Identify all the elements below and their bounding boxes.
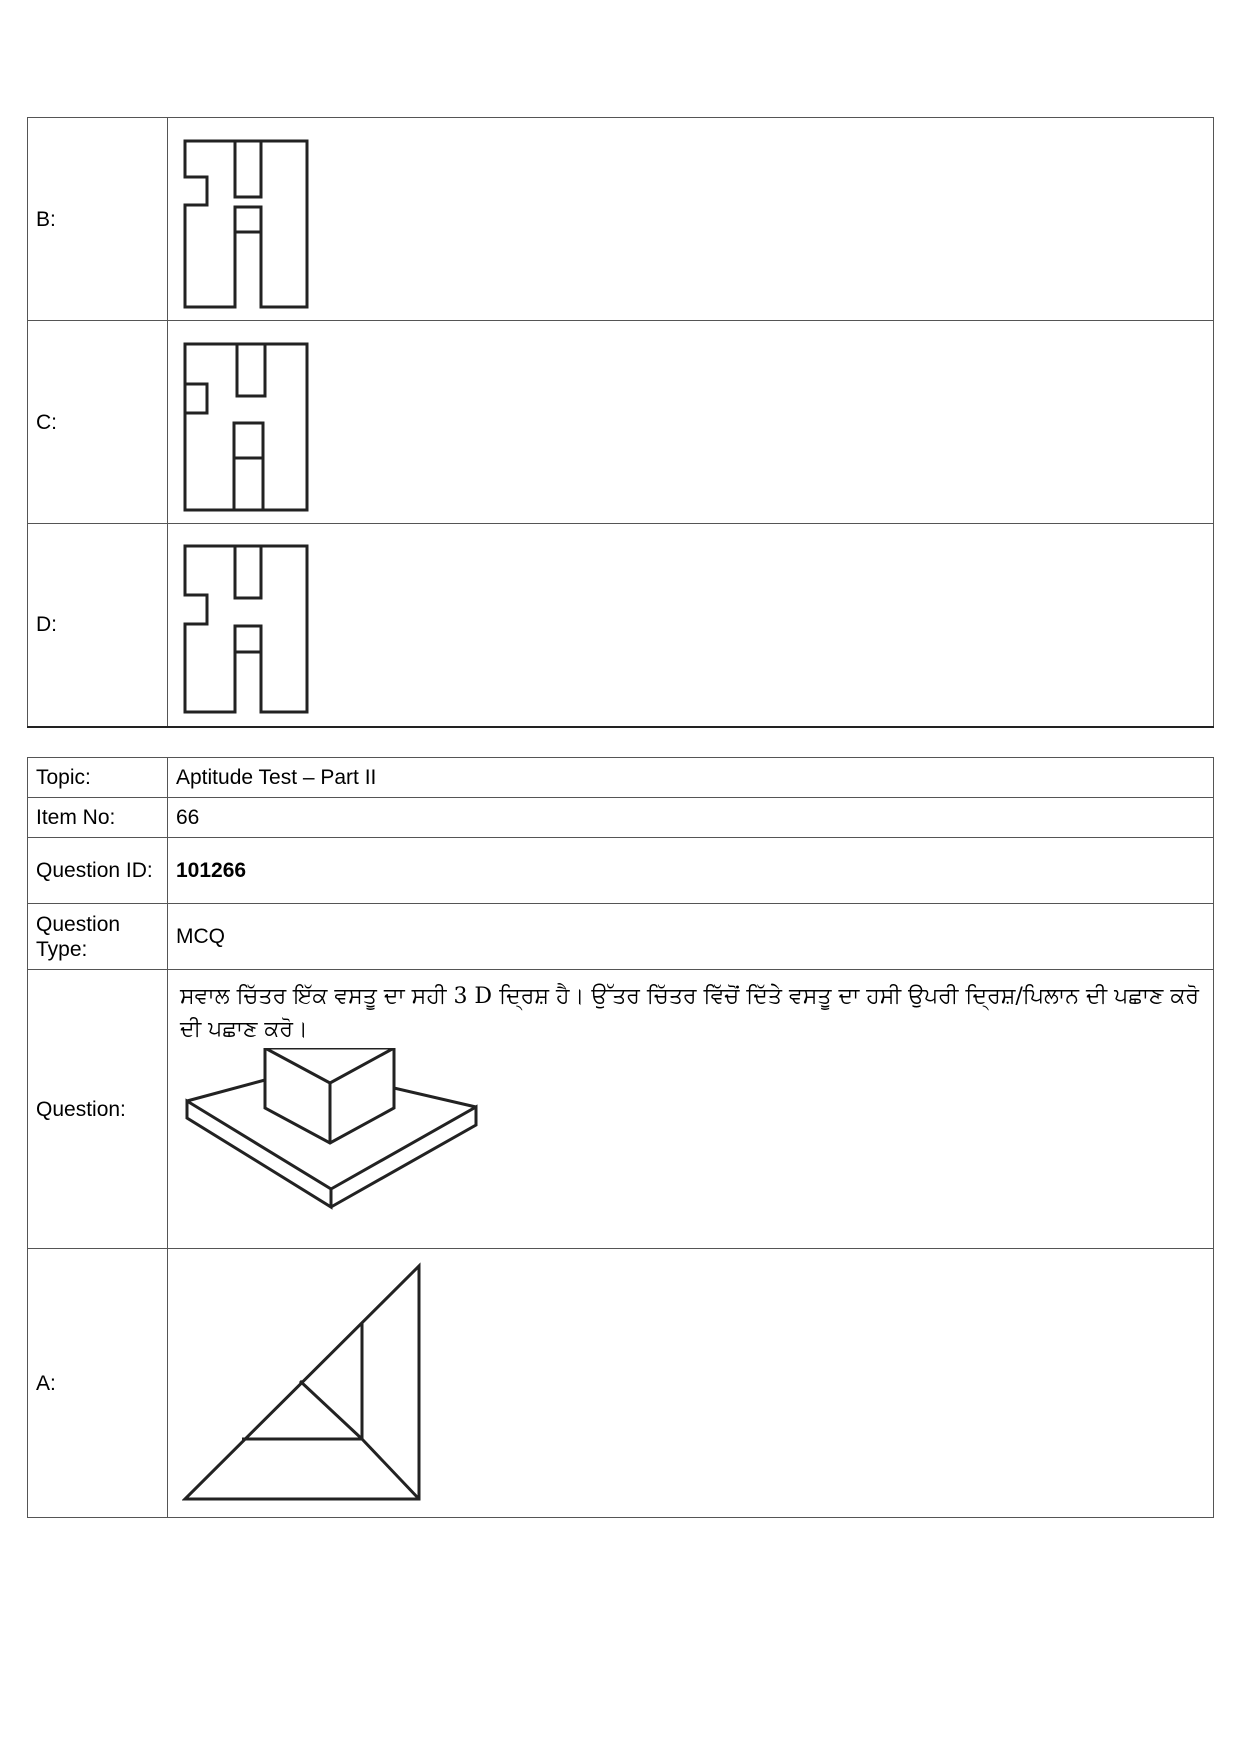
question-type-value: MCQ [168, 904, 1214, 970]
floorplan-c-icon [182, 330, 322, 515]
topic-value: Aptitude Test – Part II [168, 758, 1214, 798]
question-id-row [28, 838, 1214, 904]
option-figure-cell [168, 524, 1214, 727]
option-a-label: A: [28, 1249, 168, 1518]
floorplan-d-icon [182, 532, 322, 717]
question-id-label: Question ID: [28, 838, 168, 904]
option-row-b [28, 118, 1214, 321]
item-value: 66 [168, 798, 1214, 838]
option-label: B: [28, 118, 168, 321]
isometric-object-icon [182, 1048, 482, 1233]
option-figure-cell [168, 118, 1214, 321]
triangle-figure-a-icon [182, 1261, 442, 1506]
question-label: Question: [28, 970, 168, 1249]
topic-row [28, 758, 1214, 798]
question-row [28, 970, 1214, 1249]
item-row [28, 798, 1214, 838]
question-cell [168, 970, 1214, 1249]
option-figure-cell [168, 321, 1214, 524]
option-figure-cell [168, 1249, 1214, 1518]
question-info-table [27, 757, 1214, 1518]
topic-label: Topic: [28, 758, 168, 798]
question-type-label: Question Type: [28, 904, 168, 970]
option-label: D: [28, 524, 168, 727]
option-row-a [28, 1249, 1214, 1518]
option-label: C: [28, 321, 168, 524]
option-row-c [28, 321, 1214, 524]
question-type-row [28, 904, 1214, 970]
option-row-d [28, 524, 1214, 727]
item-label: Item No: [28, 798, 168, 838]
floorplan-b-icon [182, 127, 322, 312]
options-table [27, 117, 1214, 728]
question-id-value: 101266 [168, 838, 1214, 904]
question-text: ਸਵਾਲ ਚਿੱਤਰ ਇੱਕ ਵਸਤੂ ਦਾ ਸਹੀ 3 D ਦ੍ਰਿਸ਼ ਹੈ। ਉੱਤਰ ਚਿੱਤਰ ਵਿੱਚੋਂ ਦਿੱਤੇ ਵਸਤੂ ਦਾ ਹਸੀ ਉਪਰੀ ਦ੍ਰਿਸ਼/ਪਿਲਾਨ ਦੀ ਪਛਾਣ ਕਰੋ ਦੀ ਪਛਾਣ ਕਰੋ। [180, 984, 1200, 1042]
